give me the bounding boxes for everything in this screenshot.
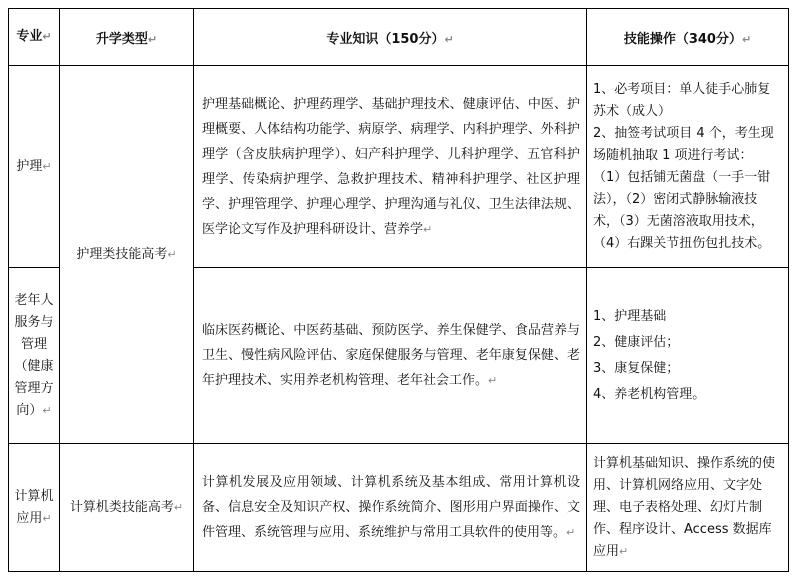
admission-table — [8, 8, 789, 572]
skill-line: 2、健康评估； — [593, 334, 680, 350]
table-row — [9, 66, 789, 268]
header-skill: 技能操作（340分）↵ — [587, 9, 789, 66]
knowledge-cell-nursing: 护理基础概论、护理药理学、基础护理技术、健康评估、中医、护理概要、人体结构功能学、病原学、病理学、内科护理学、外科护理学（含皮肤病护理学）、妇产科护理学、儿科护理学、五官科护理学、传染病护理学、急救护理技术、精神科护理学、社区护理学、护理管理学、护理心理学、护理沟通与礼仪、卫生法律法规、医学论文写作及护理科研设计、营养学↵ — [194, 66, 587, 268]
type-cell-computer: 计算机类技能高考↵ — [60, 444, 194, 572]
type-cell-nursing: 护理类技能高考↵ — [60, 66, 194, 444]
table-row — [9, 444, 789, 572]
header-major: 专业↵ — [9, 9, 60, 66]
skill-cell-computer: 计算机基础知识、操作系统的使用、计算机网络应用、文字处理、电子表格处理、幻灯片制作、程序设计、Access 数据库应用↵ — [587, 444, 789, 572]
skill-line: 1、护理基础 — [593, 308, 667, 324]
skill-line: （1）包括铺无菌盘（一手一钳法），（2）密闭式静脉输液技术，（3）无菌溶液取用技术，（4）右踝关节扭伤包扎技术。 — [593, 169, 771, 251]
skill-line: 3、康复保健； — [593, 360, 680, 376]
major-cell-nursing: 护理↵ — [9, 66, 60, 268]
major-cell-elderly: 老年人服务与管理（健康管理方向）↵ — [9, 268, 60, 444]
header-row — [9, 9, 789, 66]
knowledge-cell-elderly: 临床医药概论、中医药基础、预防医学、养生保健学、食品营养与卫生、慢性病风险评估、家庭保健服务与管理、老年康复保健、老年护理技术、实用养老机构管理、老年社会工作。↵ — [194, 268, 587, 444]
skill-line: 1、必考项目：单人徒手心肺复苏术（成人） — [593, 81, 771, 119]
skill-cell-elderly — [587, 268, 789, 444]
skill-cell-nursing — [587, 66, 789, 268]
skill-line: 2、抽签考试项目 4 个，考生现场随机抽取 1 项进行考试： — [593, 125, 774, 163]
skill-line: 4、养老机构管理。 — [593, 386, 706, 402]
major-cell-computer: 计算机应用↵ — [9, 444, 60, 572]
knowledge-cell-computer: 计算机发展及应用领域、计算机系统及基本组成、常用计算机设备、信息安全及知识产权、操作系统简介、图形用户界面操作、文件管理、系统管理与应用、系统维护与常用工具软件的使用等。↵ — [194, 444, 587, 572]
header-type: 升学类型↵ — [60, 9, 194, 66]
header-knowledge: 专业知识（150分）↵ — [194, 9, 587, 66]
